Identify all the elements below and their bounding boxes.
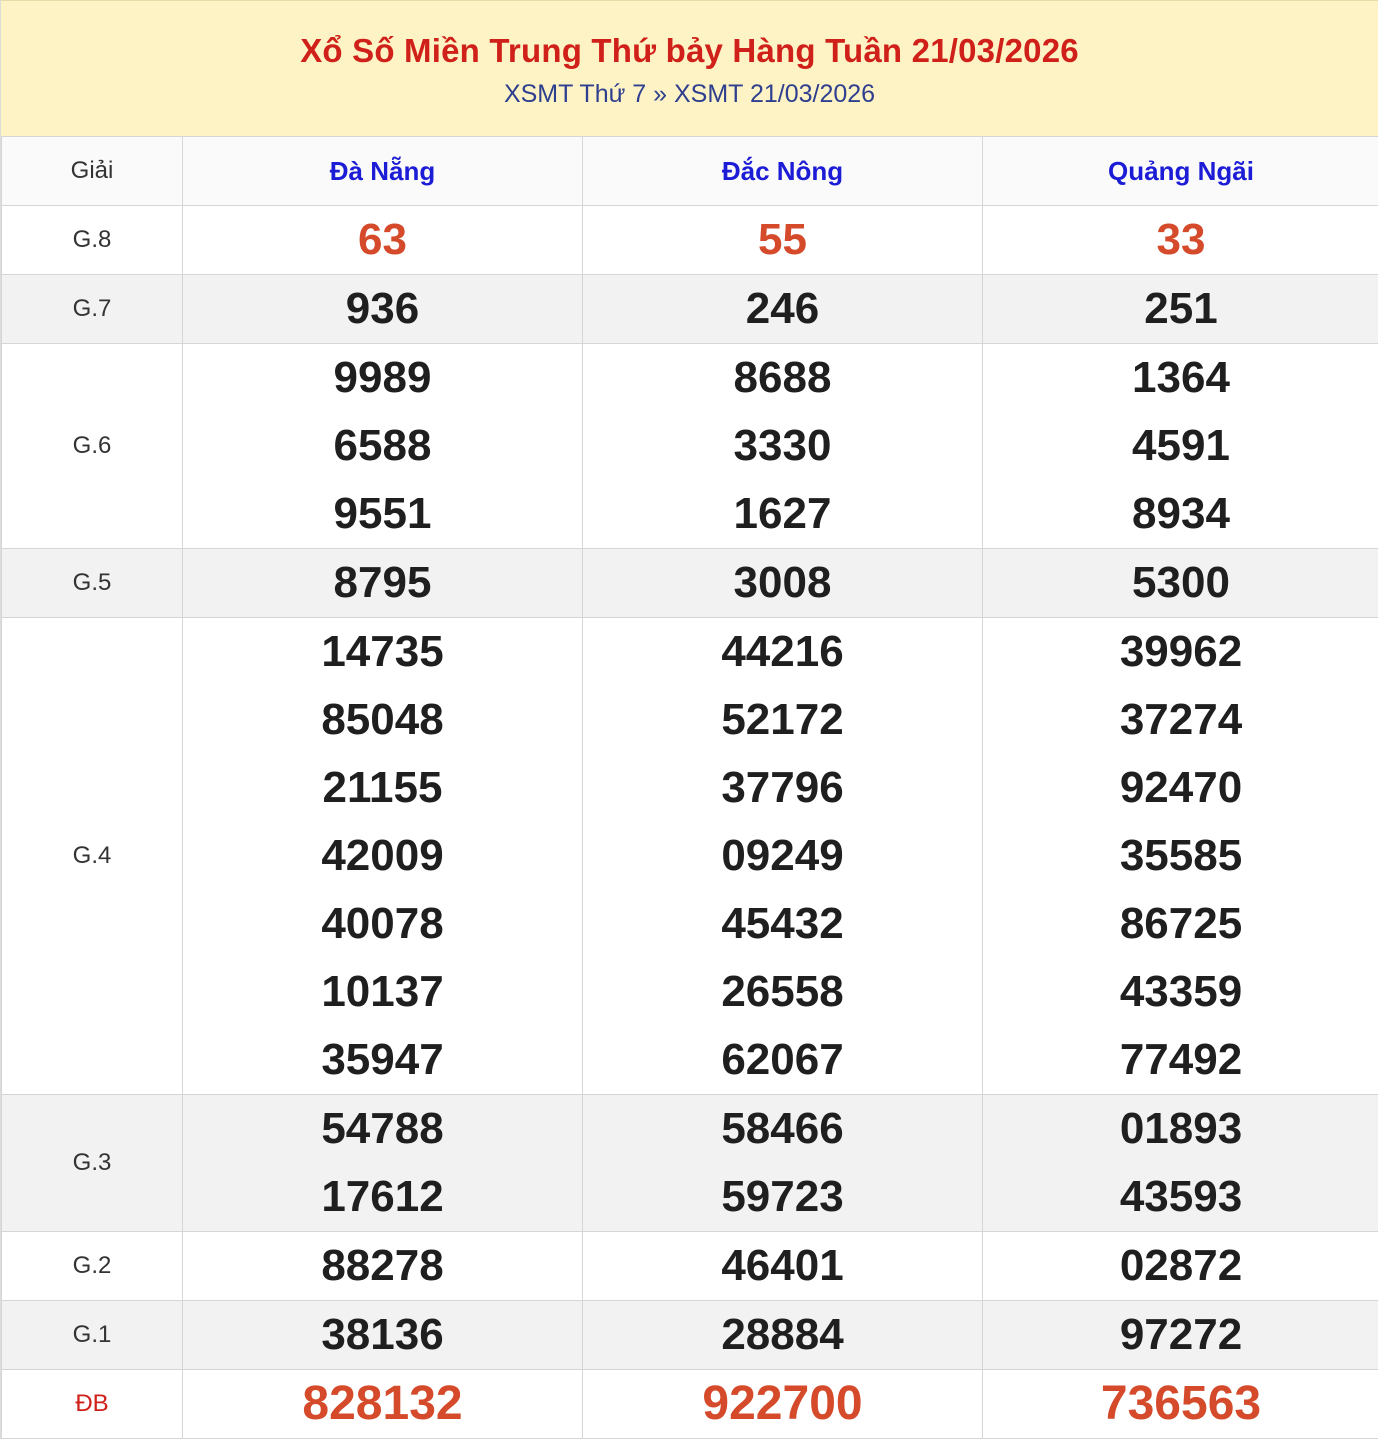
prize-row <box>2 549 1378 618</box>
winning-number: 37796 <box>721 763 844 812</box>
result-cell-da-nang <box>183 275 583 344</box>
breadcrumb-link-weekday[interactable]: XSMT Thứ 7 <box>503 80 647 108</box>
province-header-quang-ngai[interactable]: Quảng Ngãi <box>983 137 1378 206</box>
winning-number: 736563 <box>1100 1377 1262 1430</box>
result-cell-quang-ngai <box>983 1370 1378 1439</box>
result-cell-da-nang <box>183 1232 583 1301</box>
prize-row <box>2 618 1378 1095</box>
result-cell-da-nang <box>183 344 583 549</box>
prize-label: G.8 <box>2 206 183 275</box>
winning-number: 01893 <box>1119 1104 1243 1153</box>
winning-number: 42009 <box>321 831 444 880</box>
winning-number: 28884 <box>721 1310 844 1359</box>
result-cell-quang-ngai <box>983 206 1378 275</box>
result-cell-da-nang <box>183 1095 583 1232</box>
winning-number: 3330 <box>733 421 832 470</box>
winning-number: 246 <box>745 284 820 333</box>
winning-number: 63 <box>358 215 407 264</box>
table-header-row <box>2 137 1378 206</box>
prize-row <box>2 1301 1378 1370</box>
result-cell-dac-nong <box>583 275 983 344</box>
winning-number: 43593 <box>1119 1172 1243 1221</box>
prize-label: ĐB <box>2 1370 183 1439</box>
prize-label: G.5 <box>2 549 183 618</box>
breadcrumb-separator: » <box>653 80 668 108</box>
winning-number: 62067 <box>721 1035 844 1084</box>
prize-label: G.6 <box>2 344 183 549</box>
result-cell-da-nang <box>183 1370 583 1439</box>
results-table <box>1 136 1378 1439</box>
result-cell-da-nang <box>183 1301 583 1370</box>
province-header-dac-nong[interactable]: Đắc Nông <box>583 137 983 206</box>
result-cell-dac-nong <box>583 549 983 618</box>
prize-row <box>2 1232 1378 1301</box>
winning-number: 77492 <box>1119 1035 1243 1084</box>
prize-column-header: Giải <box>2 137 183 206</box>
prize-row <box>2 275 1378 344</box>
winning-number: 14735 <box>321 627 444 676</box>
result-cell-dac-nong <box>583 1232 983 1301</box>
winning-number: 55 <box>758 215 807 264</box>
winning-number: 8688 <box>733 353 832 402</box>
province-header-da-nang[interactable]: Đà Nẵng <box>183 137 583 206</box>
winning-number: 26558 <box>721 967 844 1016</box>
winning-number: 85048 <box>321 695 444 744</box>
prize-row <box>2 1095 1378 1232</box>
winning-number: 251 <box>1144 284 1218 333</box>
prize-label: G.4 <box>2 618 183 1095</box>
result-cell-quang-ngai <box>983 618 1378 1095</box>
winning-number: 6588 <box>333 421 432 470</box>
winning-number: 8934 <box>1132 489 1230 538</box>
winning-number: 1364 <box>1132 353 1230 402</box>
winning-number: 43359 <box>1119 967 1243 1016</box>
result-cell-dac-nong <box>583 1370 983 1439</box>
result-cell-da-nang <box>183 206 583 275</box>
winning-number: 02872 <box>1119 1241 1243 1290</box>
result-cell-quang-ngai <box>983 1301 1378 1370</box>
winning-number: 59723 <box>721 1172 844 1221</box>
winning-number: 33 <box>1156 215 1206 264</box>
winning-number: 936 <box>345 284 420 333</box>
winning-number: 10137 <box>321 967 444 1016</box>
winning-number: 09249 <box>721 831 844 880</box>
winning-number: 86725 <box>1119 899 1243 948</box>
winning-number: 38136 <box>321 1310 444 1359</box>
result-cell-da-nang <box>183 549 583 618</box>
winning-number: 92470 <box>1119 763 1243 812</box>
result-cell-quang-ngai <box>983 344 1378 549</box>
result-cell-dac-nong <box>583 1301 983 1370</box>
winning-number: 37274 <box>1119 695 1243 744</box>
result-cell-quang-ngai <box>983 1232 1378 1301</box>
results-header <box>1 0 1378 136</box>
winning-number: 46401 <box>721 1241 844 1290</box>
winning-number: 4591 <box>1132 421 1230 470</box>
prize-label: G.1 <box>2 1301 183 1370</box>
result-cell-dac-nong <box>583 618 983 1095</box>
prize-label: G.2 <box>2 1232 183 1301</box>
prize-label: G.3 <box>2 1095 183 1232</box>
winning-number: 52172 <box>721 695 844 744</box>
result-cell-dac-nong <box>583 206 983 275</box>
result-cell-dac-nong <box>583 1095 983 1232</box>
winning-number: 9551 <box>333 489 432 538</box>
prize-row <box>2 206 1378 275</box>
winning-number: 9989 <box>333 353 432 402</box>
result-cell-da-nang <box>183 618 583 1095</box>
prize-row <box>2 1370 1378 1439</box>
winning-number: 8795 <box>333 558 432 607</box>
result-cell-quang-ngai <box>983 549 1378 618</box>
winning-number: 39962 <box>1119 627 1243 676</box>
result-cell-dac-nong <box>583 344 983 549</box>
result-cell-quang-ngai <box>983 1095 1378 1232</box>
winning-number: 35585 <box>1119 831 1243 880</box>
breadcrumb-link-date[interactable]: XSMT 21/03/2026 <box>674 80 876 108</box>
winning-number: 44216 <box>721 627 844 676</box>
winning-number: 922700 <box>702 1377 863 1430</box>
winning-number: 40078 <box>321 899 444 948</box>
winning-number: 58466 <box>721 1104 844 1153</box>
winning-number: 45432 <box>721 899 844 948</box>
winning-number: 35947 <box>321 1035 444 1084</box>
prize-row <box>2 344 1378 549</box>
winning-number: 828132 <box>302 1377 463 1430</box>
winning-number: 21155 <box>322 763 443 812</box>
result-cell-quang-ngai <box>983 275 1378 344</box>
winning-number: 3008 <box>733 558 832 607</box>
winning-number: 97272 <box>1119 1310 1243 1359</box>
winning-number: 88278 <box>321 1241 444 1290</box>
winning-number: 1627 <box>733 489 832 538</box>
winning-number: 5300 <box>1132 558 1230 607</box>
winning-number: 17612 <box>321 1172 444 1221</box>
winning-number: 54788 <box>321 1104 444 1153</box>
breadcrumb <box>1 78 1378 110</box>
page-title: Xổ Số Miền Trung Thứ bảy Hàng Tuần 21/03/2026 <box>300 32 1079 69</box>
prize-label: G.7 <box>2 275 183 344</box>
